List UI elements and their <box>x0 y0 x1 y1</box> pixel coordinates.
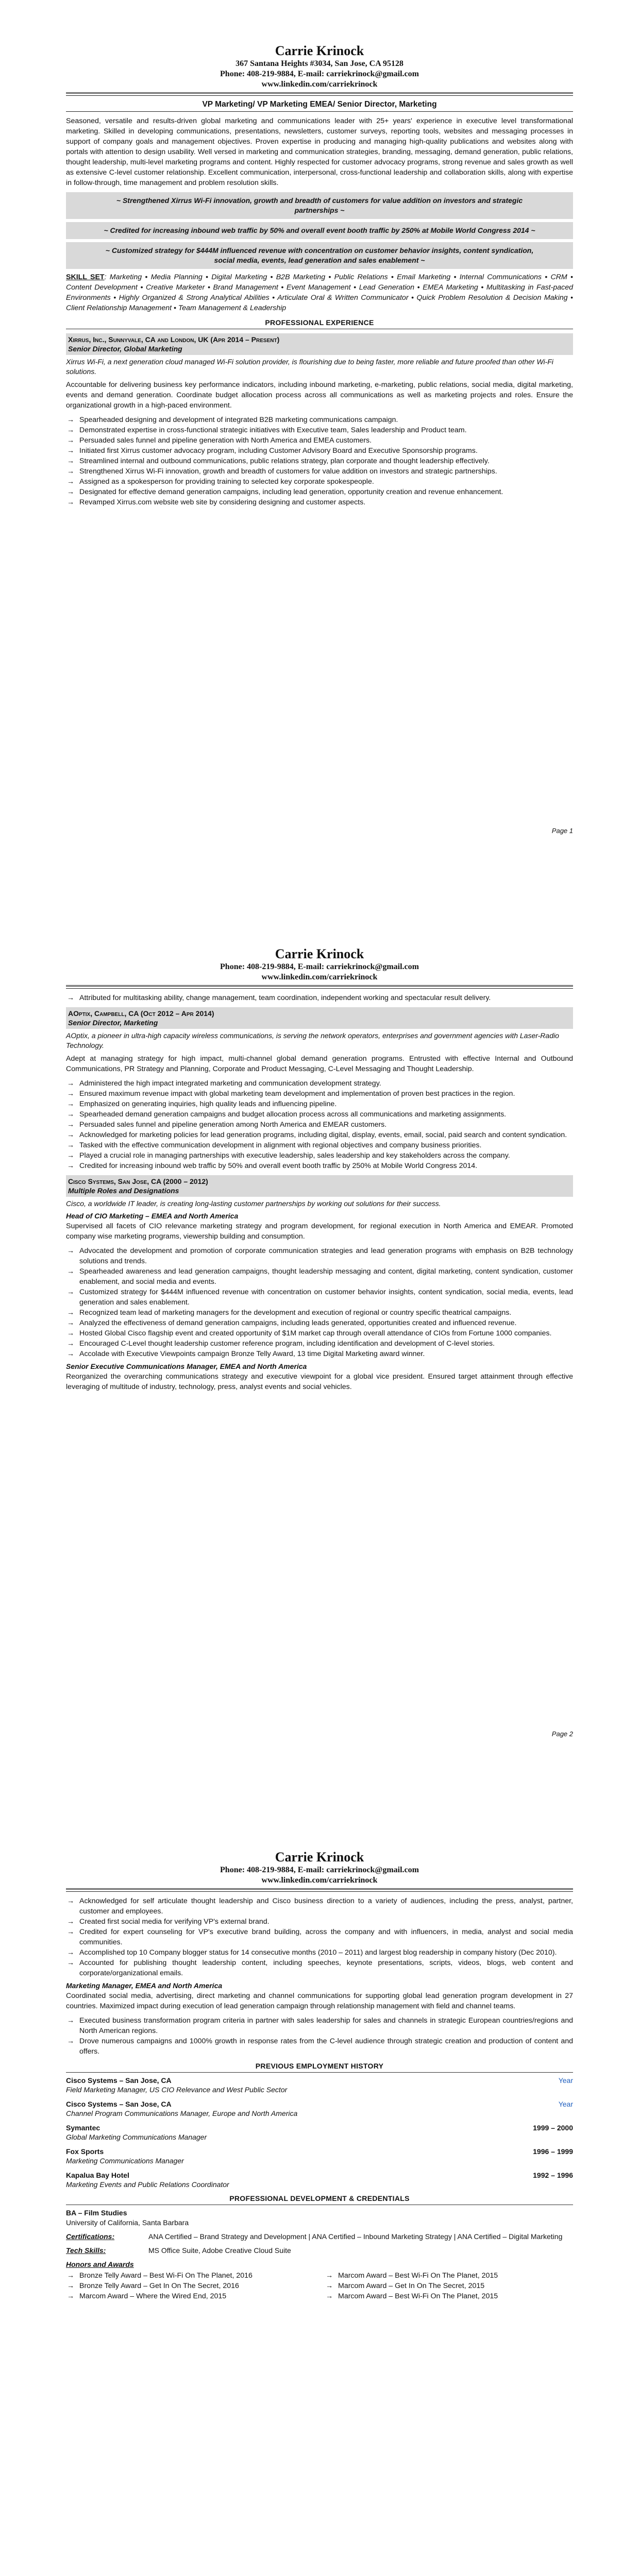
target-title: VP Marketing/ VP Marketing EMEA/ Senior Director, Marketing <box>202 100 437 109</box>
linkedin-link[interactable]: www.linkedin.com/carriekrinock <box>261 1876 378 1885</box>
tech-skills-value: MS Office Suite, Adobe Creative Cloud Suite <box>148 2246 291 2255</box>
prev-company: Kapalua Bay Hotel <box>66 2171 129 2179</box>
header-divider <box>66 1888 573 1892</box>
section-previous-employment: PREVIOUS EMPLOYMENT HISTORY <box>255 2062 384 2070</box>
prev-role: Marketing Events and Public Relations Coordinator <box>66 2180 229 2189</box>
list-item: → Advocated the development and promotion of corporate communication strategies and lead generation programs with emphasis on B2B technology solutions and trends. <box>66 1246 573 1266</box>
skill-set-label: SKILL SET <box>66 273 105 281</box>
list-item: → Recognized team lead of marketing managers for the development and execution of regional or country specific theatrical campaigns. <box>66 1308 573 1318</box>
list-item: → Initiated first Xirrus customer advocacy program, including Customer Advisory Board and Executive Sponsorship programs. <box>66 446 573 456</box>
linkedin-link[interactable]: www.linkedin.com/carriekrinock <box>261 80 378 89</box>
degree: BA – Film Studies <box>66 2209 127 2217</box>
prev-job-row <box>66 2171 573 2180</box>
list-item: → Emphasized on generating inquiries, high quality leads and influencing pipeline. <box>66 1099 573 1109</box>
header-divider <box>66 92 573 96</box>
school: University of California, Santa Barbara <box>66 2218 189 2227</box>
prev-years: 1992 – 1996 <box>533 2171 573 2179</box>
sub-role-intro: Reorganized the overarching communications strategy and executive viewpoint for a global vice president. Ensured target attainment through effective leveraging of multitude of industry, technology, press, analyst events and social vehicles. <box>66 1372 573 1391</box>
list-item: → Attributed for multitasking ability, change management, team coordination, independent working and spectacular result delivery. <box>66 993 573 1003</box>
list-item: → Bronze Telly Award – Get In On The Secret, 2016 <box>66 2281 314 2291</box>
list-item: → Accomplished top 10 Company blogger status for 14 consecutive months (2010 – 2011) and largest blog readership in company history (Dec 2010). <box>66 1947 573 1958</box>
sub-role-title: Head of CIO Marketing – EMEA and North America <box>66 1212 239 1220</box>
prev-job-row <box>66 2147 573 2156</box>
prev-company: Cisco Systems – San Jose, CA <box>66 2076 172 2084</box>
continued-bullets <box>66 993 573 1003</box>
section-divider <box>66 2072 573 2073</box>
prev-years: 1996 – 1999 <box>533 2147 573 2156</box>
honors-left <box>66 2270 314 2301</box>
prev-job-row <box>66 2123 573 2132</box>
company: Xirrus, Inc., Sunnyvale, CA and London, UK (Apr 2014 – Present) <box>68 335 280 344</box>
list-item: → Encouraged C-Level thought leadership customer reference program, including identification and development of C-level stories. <box>66 1338 573 1349</box>
sub-role-bullets <box>66 1896 573 1978</box>
role: Senior Director, Marketing <box>68 1019 158 1027</box>
section-experience: PROFESSIONAL EXPERIENCE <box>265 318 374 327</box>
job-intro: Adept at managing strategy for high impact, multi-channel global demand generation programs. Entrusted with effective Internal and Outbound Communications, PR Strategy and Planning, Corporate and Product Messaging, C-Level Messaging and Thought Leadership. <box>66 1055 573 1073</box>
prev-company: Symantec <box>66 2124 100 2132</box>
prev-job-row <box>66 2099 573 2109</box>
list-item: → Assigned as a spokesperson for providing training to selected key corporate spokespeople. <box>66 477 573 487</box>
list-item: → Ensured maximum revenue impact with global marketing team development and implementation of proven best practices in the region. <box>66 1089 573 1099</box>
job-header-aoptix <box>66 1007 573 1029</box>
list-item: → Spearheaded designing and development of integrated B2B marketing communications campaign. <box>66 415 573 425</box>
list-item: → Credited for expert counseling for VP's executive brand building, across the company and with influencers, in media, analyst and social media communities. <box>66 1927 573 1947</box>
list-item: → Persuaded sales funnel and pipeline generation among North America and EMEAR customers. <box>66 1120 573 1130</box>
resume-header <box>66 1850 573 1886</box>
list-item: → Marcom Award – Best Wi-Fi On The Planet, 2015 <box>325 2291 573 2301</box>
candidate-name: Carrie Krinock <box>275 1850 364 1865</box>
list-item: → Spearheaded awareness and lead generation campaigns, thought leadership messaging and content, digital marketing, content syndication, customer enablement, and social media and events. <box>66 1266 573 1287</box>
list-item: → Tasked with the effective communication development in alignment with regional objectives and company business priorities. <box>66 1140 573 1150</box>
sub-role-intro: Coordinated social media, advertising, direct marketing and channel communications for supporting global lead generation program development in 27 countries. Maximized impact during execution of lead generation campaign through relationship management with field and channel teams. <box>66 1992 573 2010</box>
skill-set <box>66 272 573 313</box>
resume-header <box>66 946 573 982</box>
certifications-value: ANA Certified – Brand Strategy and Development | ANA Certified – Inbound Marketing Strategy | ANA Certified – Digital Marketing <box>148 2232 563 2241</box>
list-item: → Demonstrated expertise in cross-functional strategic initiatives with Executive team, Sales leadership and Product team. <box>66 425 573 435</box>
company-tagline: Xirrus Wi-Fi, a next generation cloud managed Wi-Fi solution provider, is flourishing due to being faster, more reliable and future proofed than other Wi-Fi solutions. <box>66 358 553 376</box>
skill-set-text: : Marketing • Media Planning • Digital Marketing • B2B Marketing • Public Relations • Email Marketing • Internal Communications • CRM • Content Development • Creative Marketer • Brand Management • Event Management • Lead Generation • EMEA Marketing • Multitasking in Fast-paced Environments • Highly Organized & Strong Analytical Abilities • Articulate Oral & Written Communicator • Quick Problem Resolution & Decision Making • Client Relationship Management • Team Management & Leadership <box>66 273 573 312</box>
contact-line: Phone: 408-219-9884, E-mail: carriekrinock@gmail.com <box>220 70 419 78</box>
company-tagline: AOptix, a pioneer in ultra-high capacity wireless communications, is serving the network operators, enterprises and government agencies with Laser-Radio Technology. <box>66 1031 559 1049</box>
resume-header <box>66 43 573 90</box>
highlight-3: ~ Customized strategy for $444M influenced revenue with concentration on customer behavior insights, content syndication, social media, events, lead generation and sales enablement ~ <box>66 242 573 269</box>
prev-company: Cisco Systems – San Jose, CA <box>66 2100 172 2108</box>
list-item: → Acknowledged for marketing policies for lead generation programs, including digital, display, events, email, social, paid search and content syndication. <box>66 1130 573 1140</box>
list-item: → Administered the high impact integrated marketing and communication development strategy. <box>66 1078 573 1089</box>
contact-line: Phone: 408-219-9884, E-mail: carriekrinock@gmail.com <box>220 1866 419 1874</box>
role: Senior Director, Global Marketing <box>68 345 182 353</box>
contact-line: Phone: 408-219-9884, E-mail: carriekrinock@gmail.com <box>220 962 419 971</box>
prev-company: Fox Sports <box>66 2147 104 2156</box>
list-item: → Persuaded sales funnel and pipeline generation with North America and EMEA customers. <box>66 435 573 446</box>
candidate-name: Carrie Krinock <box>275 43 364 58</box>
prev-years: Year <box>558 2076 573 2084</box>
prev-role: Marketing Communications Manager <box>66 2157 184 2165</box>
list-item: → Hosted Global Cisco flagship event and created opportunity of $1M market cap through overall attendance of CIOs from Fortune 1000 companies. <box>66 1328 573 1338</box>
list-item: → Created first social media for verifying VP's external brand. <box>66 1917 573 1927</box>
role: Multiple Roles and Designations <box>68 1187 179 1195</box>
job-bullets-xirrus <box>66 415 573 507</box>
list-item: → Streamlined internal and outbound communications, public relations strategy, plan corporate and thought leadership effectively. <box>66 456 573 466</box>
list-item: → Spearheaded demand generation campaigns and budget allocation process across all communications and marketing assignments. <box>66 1109 573 1120</box>
prev-years: Year <box>558 2100 573 2108</box>
header-divider <box>66 985 573 989</box>
page-1 <box>0 0 639 903</box>
list-item: → Drove numerous campaigns and 1000% growth in response rates from the C-level audience through strategic creation and production of content and offers. <box>66 2036 573 2057</box>
page-3 <box>0 1806 639 2576</box>
list-item: → Accolade with Executive Viewpoints campaign Bronze Telly Award, 13 time Digital Marketing award winner. <box>66 1349 573 1359</box>
tech-skills-row <box>66 2246 573 2256</box>
page-number: Page 1 <box>551 827 573 835</box>
sub-role-bullets <box>66 1246 573 1359</box>
company: Cisco Systems, San Jose, CA (2000 – 2012) <box>68 1177 208 1185</box>
list-item: → Bronze Telly Award – Best Wi-Fi On The Planet, 2016 <box>66 2270 314 2281</box>
sub-role-title: Senior Executive Communications Manager, EMEA and North America <box>66 1362 307 1370</box>
company: AOptix, Campbell, CA (Oct 2012 – Apr 2014) <box>68 1009 214 1018</box>
tech-skills-label: Tech Skills: <box>66 2246 106 2255</box>
highlight-1: ~ Strengthened Xirrus Wi-Fi innovation, growth and breadth of customers for value addition on investors and strategic partnerships ~ <box>66 192 573 219</box>
certifications-row <box>66 2232 573 2242</box>
honors-columns <box>66 2270 573 2304</box>
list-item: → Executed business transformation program criteria in partner with sales leadership for sales and channels in strategic European countries/regions and North American regions. <box>66 2015 573 2036</box>
title-divider <box>66 111 573 112</box>
certifications-label: Certifications: <box>66 2232 115 2241</box>
list-item: → Marcom Award – Where the Wired End, 2015 <box>66 2291 314 2301</box>
list-item: → Customized strategy for $444M influenced revenue with concentration on customer behavior insights, content syndication, social media, events, lead generation and sales enablement. <box>66 1287 573 1308</box>
list-item: → Analyzed the effectiveness of demand generation campaigns, including leads generated, opportunities created and influenced revenue. <box>66 1318 573 1328</box>
list-item: → Strengthened Xirrus Wi-Fi innovation, growth and breadth of customers for value addition on investors and strategic partnerships. <box>66 466 573 477</box>
prev-years: 1999 – 2000 <box>533 2124 573 2132</box>
list-item: → Marcom Award – Best Wi-Fi On The Planet, 2015 <box>325 2270 573 2281</box>
list-item: → Acknowledged for self articulate thought leadership and Cisco business direction to a variety of audiences, including the press, analyst, partner, customer and employees. <box>66 1896 573 1917</box>
sub-role-title: Marketing Manager, EMEA and North America <box>66 1981 223 1990</box>
honors-title: Honors and Awards <box>66 2260 134 2268</box>
job-bullets-aoptix <box>66 1078 573 1171</box>
highlight-2: ~ Credited for increasing inbound web traffic by 50% and overall event booth traffic by 250% at Mobile World Congress 2014 ~ <box>66 222 573 239</box>
linkedin-link[interactable]: www.linkedin.com/carriekrinock <box>261 973 378 981</box>
prev-job-row <box>66 2076 573 2085</box>
sub-role-intro: Supervised all facets of CIO relevance marketing strategy and program development, for regional execution in North America and EMEAR. Promoted company wise marketing programs, viewership building and consumption. <box>66 1222 573 1241</box>
list-item: → Played a crucial role in managing partnerships with executive leadership, sales leadership and key stakeholders across the company. <box>66 1150 573 1161</box>
list-item: → Designated for effective demand generation campaigns, including lead generation, opportunity creation and revenue enhancement. <box>66 487 573 497</box>
list-item: → Marcom Award – Get In On The Secret, 2015 <box>325 2281 573 2291</box>
section-development: PROFESSIONAL DEVELOPMENT & CREDENTIALS <box>229 2194 410 2202</box>
prev-role: Channel Program Communications Manager, Europe and North America <box>66 2109 298 2117</box>
list-item: → Revamped Xirrus.com website web site by considering designing and customer aspects. <box>66 497 573 507</box>
prev-role: Field Marketing Manager, US CIO Relevance and West Public Sector <box>66 2086 288 2094</box>
sub-role-bullets <box>66 2015 573 2057</box>
page-number: Page 2 <box>551 1730 573 1738</box>
summary: Seasoned, versatile and results-driven global marketing and communications leader with 25+ years' experience in executive level transformational marketing. Skilled in developing communications, presentations, newsletters, customer surveys, reporting tools, websites and messaging processes in support of company goals and management objectives. Proven expertise in producing and managing high-quality publications and websites along with portals with attention to design usability. Well versed in marketing and communication strategies, branding, messaging, demand generation, public relations, thought leadership, multi-level marketing programs and content. Highly respected for customer advocacy programs, strong revenue and sales growth as well as extensive C-level customer relationship. Excellent communication, interpersonal, cross-functional leadership and collaboration skills, along with expertise in follow-through, time management and problem resolution skills. <box>66 117 573 187</box>
job-header-xirrus <box>66 333 573 355</box>
company-tagline: Cisco, a worldwide IT leader, is creating long-lasting customer partnerships by working out solutions for their success. <box>66 1199 441 1208</box>
list-item: → Accounted for publishing thought leadership content, including speeches, keynote presentations, scripts, videos, blogs, web content and corporate/organizational emails. <box>66 1958 573 1978</box>
job-intro: Accountable for delivering business key performance indicators, including inbound marketing, e-marketing, public relations, social media, digital marketing, events and demand generation. Coordinate budget allocation process across all communications as well as marketing projects and roles. Ensure the organizational growth in a high-paced environment. <box>66 381 573 410</box>
job-header-cisco <box>66 1175 573 1197</box>
honors-right <box>325 2270 573 2301</box>
page-2 <box>0 903 639 1806</box>
prev-role: Global Marketing Communications Manager <box>66 2133 207 2141</box>
candidate-name: Carrie Krinock <box>275 946 364 961</box>
address: 367 Santana Heights #3034, San Jose, CA 95128 <box>236 59 403 68</box>
list-item: → Credited for increasing inbound web traffic by 50% and overall event booth traffic by 250% at Mobile World Congress 2014. <box>66 1161 573 1171</box>
